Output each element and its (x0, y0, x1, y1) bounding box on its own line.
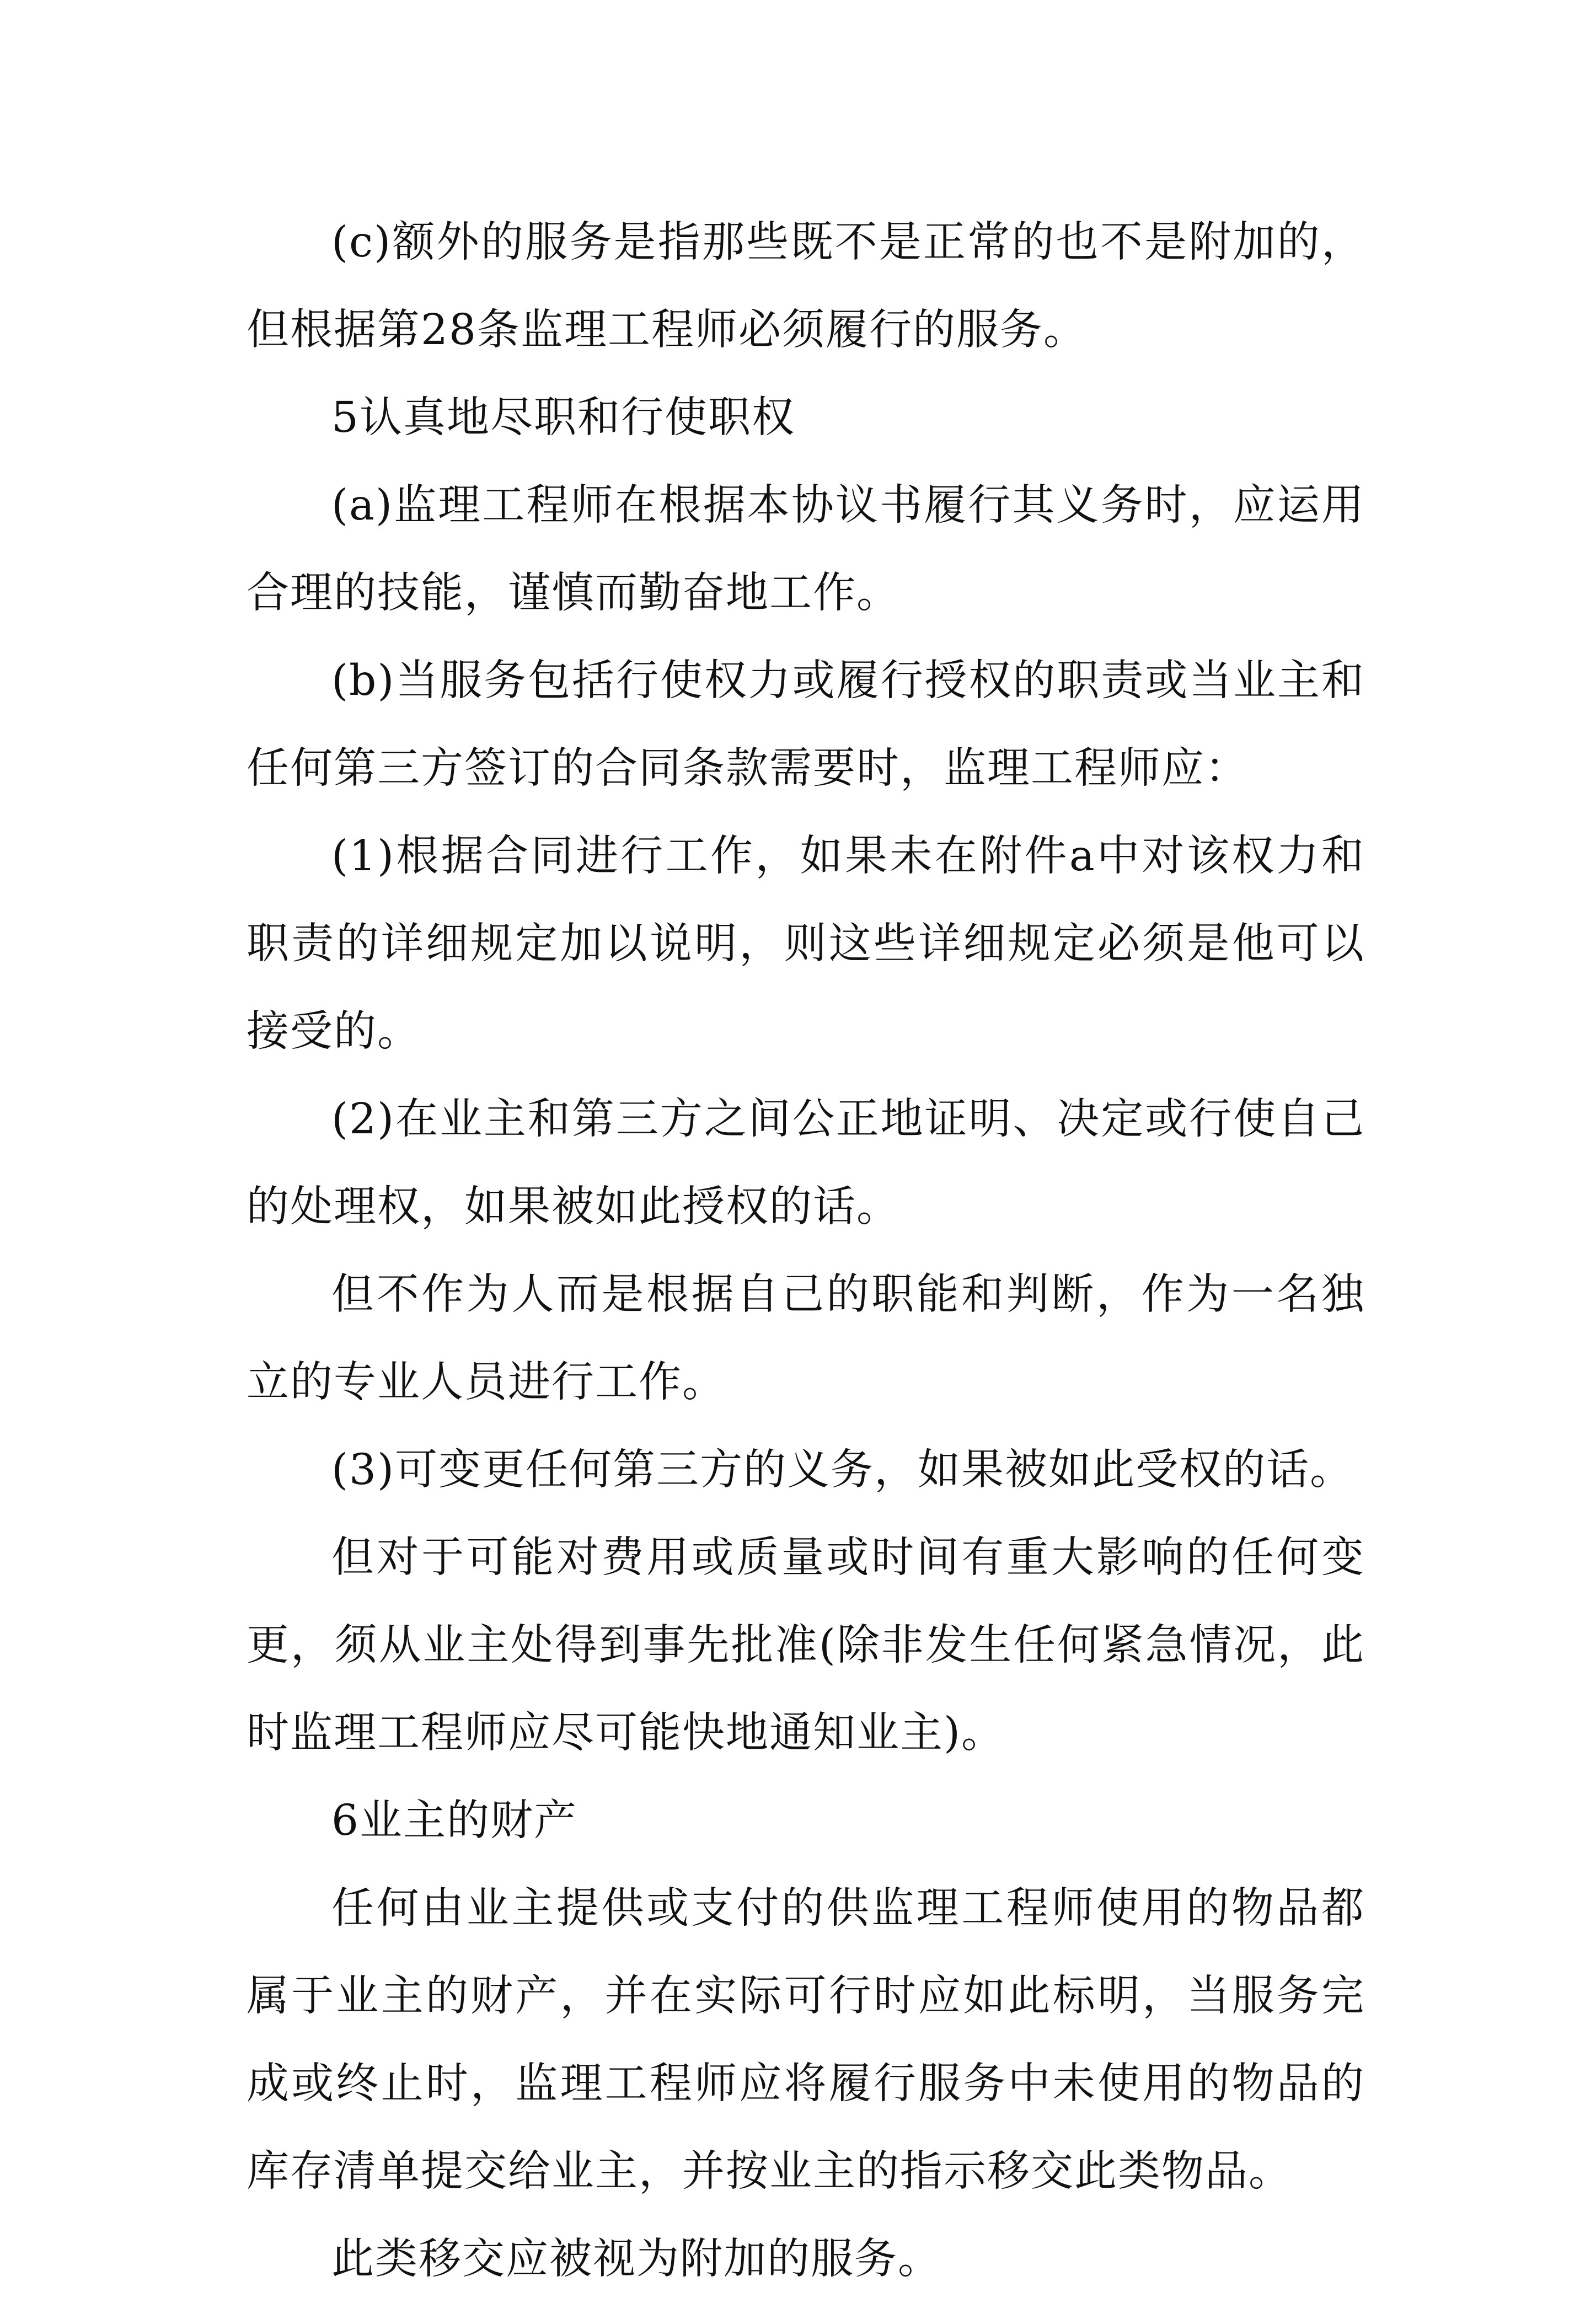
paragraph-owner-property: 任何由业主提供或支付的供监理工程师使用的物品都属于业主的财产，并在实际可行时应如此标明，当服务完成或终止时，监理工程师应将履行服务中未使用的物品的库存清单提交给业主，并按业主的指示移交此类物品。 (247, 1884, 1365, 2196)
paragraph-independent: 但不作为人而是根据自己的职能和判断，作为一名独立的专业人员进行工作。 (247, 1270, 1365, 1407)
section-heading-5: 5认真地尽职和行使职权 (331, 393, 795, 442)
paragraph-transfer-additional: 此类移交应被视为附加的服务。 (331, 2235, 941, 2284)
paragraph-item-3: (3)可变更任何第三方的义务，如果被如此受权的话。 (331, 1445, 1354, 1495)
paragraph-b-authority: (b)当服务包括行使权力或履行授权的职责或当业主和任何第三方签订的合同条款需要时，监理工程师应： (247, 656, 1365, 793)
paragraph-prior-approval: 但对于可能对费用或质量或时间有重大影响的任何变更，须从业主处得到事先批准(除非发生任何紧急情况，此时监理工程师应尽可能快地通知业主)。 (247, 1533, 1365, 1758)
paragraph-item-2: (2)在业主和第三方之间公正地证明、决定或行使自己的处理权，如果被如此授权的话。 (247, 1095, 1365, 1231)
paragraph-item-1: (1)根据合同进行工作，如果未在附件a中对该权力和职责的详细规定加以说明，则这些详细规定必须是他可以接受的。 (247, 832, 1365, 1056)
paragraph-c-extra-services: (c)额外的服务是指那些既不是正常的也不是附加的，但根据第28条监理工程师必须履行的服务。 (247, 218, 1365, 355)
section-heading-6: 6业主的财产 (331, 1796, 577, 1845)
paragraph-a-skill-care: (a)监理工程师在根据本协议书履行其义务时，应运用合理的技能，谨慎而勤奋地工作。 (247, 481, 1365, 618)
document-body (247, 199, 1365, 2303)
